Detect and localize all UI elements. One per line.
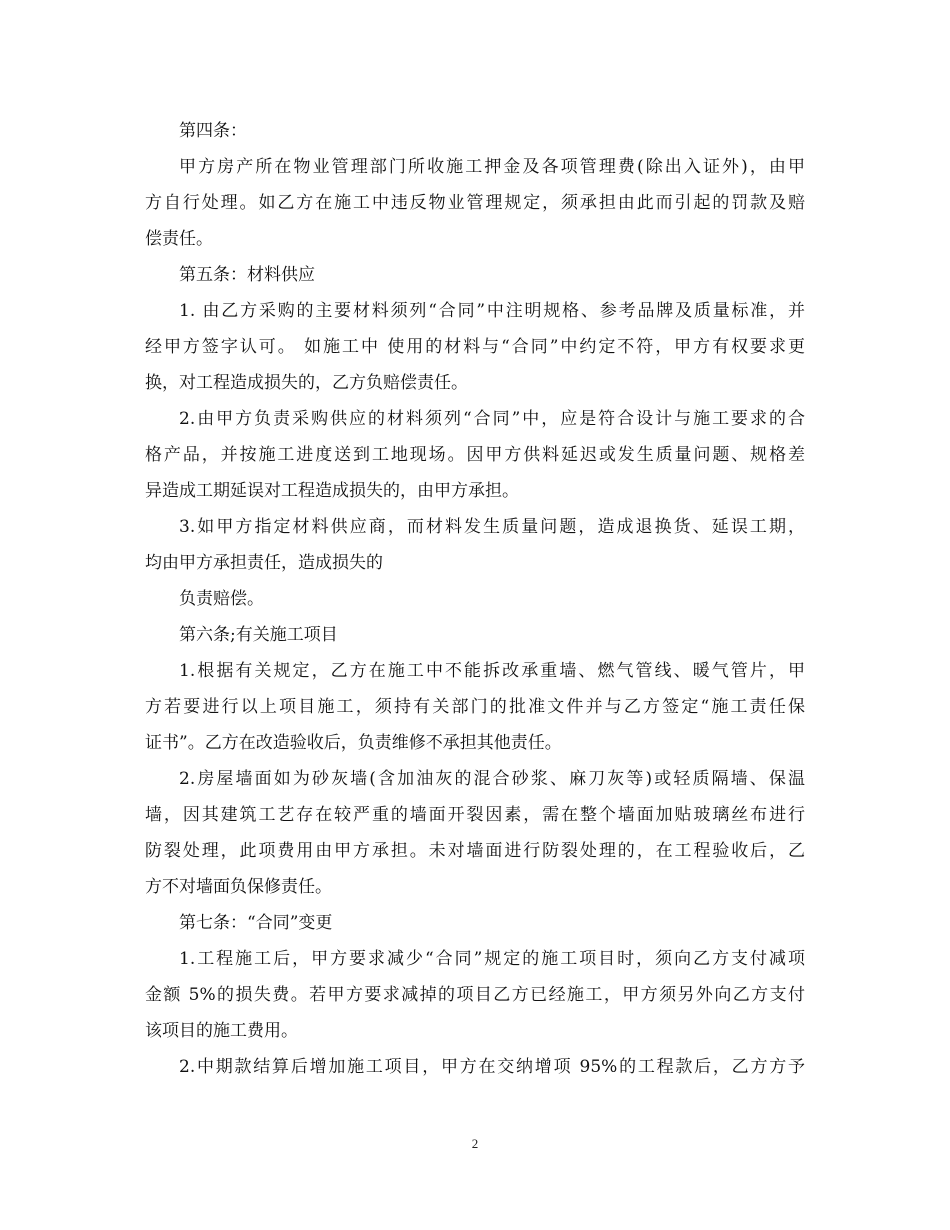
text-line: 3.如甲方指定材料供应商，而材料发生质量问题，造成退换货、延误工期， [179, 517, 805, 537]
text-line: 1.工程施工后，甲方要求减少“合同”规定的施工项目时，须向乙方支付减项 [179, 949, 805, 969]
text-line: 墙，因其建筑工艺存在较严重的墙面开裂因素，需在整个墙面加贴玻璃丝布进行 [145, 805, 805, 825]
text-line: 负责赔偿。 [179, 589, 264, 609]
text-line: 证书”。乙方在改造验收后，负责维修不承担其他责任。 [145, 733, 562, 753]
text-line: 金额 5%的损失费。若甲方要求减掉的项目乙方已经施工，甲方须另外向乙方支付 [145, 985, 805, 1005]
text-line: 1.根据有关规定，乙方在施工中不能拆改承重墙、燃气管线、暖气管片，甲 [179, 661, 805, 681]
text-line: 防裂处理，此项费用由甲方承担。未对墙面进行防裂处理的，在工程验收后，乙 [145, 841, 805, 861]
text-line: 2.房屋墙面如为砂灰墙(含加油灰的混合砂浆、麻刀灰等)或轻质隔墙、保温 [179, 769, 805, 789]
text-line: 甲方房产所在物业管理部门所收施工押金及各项管理费(除出入证外)，由甲 [179, 157, 805, 177]
text-line: 方不对墙面负保修责任。 [145, 877, 332, 897]
text-line: 第五条：材料供应 [179, 265, 315, 285]
text-line: 方自行处理。如乙方在施工中违反物业管理规定，须承担由此而引起的罚款及赔 [145, 193, 805, 213]
text-line: 第七条：“合同”变更 [179, 913, 333, 933]
text-line: 该项目的施工费用。 [145, 1021, 298, 1041]
text-line: 经甲方签字认可。 如施工中 使用的材料与“合同”中约定不符，甲方有权要求更 [145, 337, 805, 357]
text-line: 2.由甲方负责采购供应的材料须列“合同”中，应是符合设计与施工要求的合 [179, 409, 805, 429]
text-line: 偿责任。 [145, 229, 213, 249]
document-body [145, 113, 805, 1085]
text-line: 2.中期款结算后增加施工项目，甲方在交纳增项 95%的工程款后，乙方方予 [179, 1057, 805, 1077]
text-line: 第六条;有关施工项目 [179, 625, 338, 645]
text-line: 换，对工程造成损失的，乙方负赔偿责任。 [145, 373, 468, 393]
page-number: 2 [471, 1136, 479, 1151]
text-line: 方若要进行以上项目施工，须持有关部门的批准文件并与乙方签定“施工责任保 [145, 697, 805, 717]
text-line: 均由甲方承担责任，造成损失的 [145, 553, 383, 573]
text-line: 异造成工期延误对工程造成损失的，由甲方承担。 [145, 481, 519, 501]
text-line: 格产品，并按施工进度送到工地现场。因甲方供料延迟或发生质量问题、规格差 [145, 445, 805, 465]
text-line: 1. 由乙方采购的主要材料须列“合同”中注明规格、参考品牌及质量标准，并 [179, 301, 805, 321]
text-line: 第四条： [179, 121, 247, 141]
